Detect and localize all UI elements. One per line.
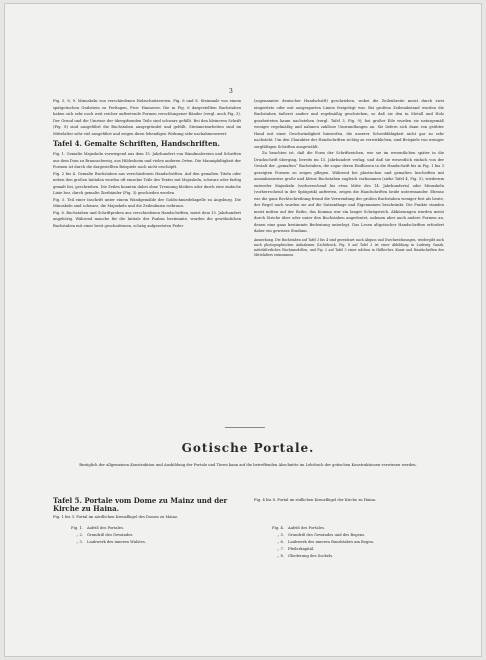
paragraph: Fig. 1. Gemalte Majuskeln vorwiegend aus dem 15. Jahrhundert von Wandmalereien und Schriften aus dem Dom zu Braunschweig, aus Hildesheim und vielen anderen Orten. Die Mannigfaltigkeit der Formen ist durch die dargestellten Beispiele noch nicht erschöpft.: [53, 152, 241, 169]
divider: [225, 427, 265, 428]
list-item: „ 5. Grundriß des Gewändes und des Bogens.: [277, 533, 366, 537]
plate5-figure-list: [53, 525, 241, 546]
paragraph: (sogenannter deutscher Handschrift) geschrieben, wobei die Zeilenbreite meist durch zwei eingeritzte oder mit ausgesparten Linien festgelegt war. Bei großem Zeilenabstand wurden die Buchstaben äußerst sauber und regelmäßig geschrieben, so daß sie den in Metall und Holz gearbeiteten kaum nachstehen (vergl. Tafel 3, Fig. 9); bei großer Eile wurden sie naturgemäß weniger regelmäßig und nahmen zahllose Umwandlungen an. Sie liefern sich dann von geübter Hand mit einer Geschwindigkeit hinwerfen, die unserer Schreibfähigkeit nicht gar zu sehr nachsteht. Um den Charakter der Handschriften richtig zu verwirklichen, sind Beispiele von weniger sorgfältigen Schriften ausgewählt.: [254, 99, 444, 149]
left-column: [53, 98, 241, 229]
plate5-intro: Fig. 1 bis 3. Portal im nördlichen Kreuzflügel des Domes zu Mainz.: [53, 515, 179, 519]
list-item: Fig. 1. Aufriß des Portales.: [71, 526, 125, 530]
section-intro: Bezüglich der allgemeinen Konstruktion und Ausbildung der Portale und Türen kann auf die betreffenden Abschnitte im Lehrbuch der gotischen Konstruktionen verwiesen werden.: [79, 463, 417, 467]
paragraph: Fig. 6. Buchstaben und Schriftproben aus verschiedenen Handschriften, meist dem 15. Jahrhundert angehörig. Während manche für die Initiale des Psalms bestimmte, wurden die gewöhnlichen Buchstaben mit einer breit geschnittenen, schräg aufgesetzten Feder: [53, 210, 241, 228]
list-item: „ 3. Laubwerk des inneren Wulstes.: [76, 540, 146, 544]
list-item: „ 7. Pfeilerkapitäl.: [277, 547, 315, 551]
plate5b-intro: Fig. 4 bis 8. Portal im südlichen Kreuzflügel der Kirche zu Haina.: [254, 498, 377, 502]
page-number: 3: [229, 88, 233, 95]
plate5-title: Tafel 5. Portale vom Dome zu Mainz und der Kirche zu Haina.: [53, 496, 228, 513]
page-sheet: [4, 3, 482, 657]
list-item: Fig. 4. Aufriß des Portales.: [272, 526, 326, 530]
paragraph: Zu beachten ist, daß die Form der Schriftzeichen, wie sie im wesentlichen später in die Druckschrift überging, bereits im 15. Jahrhundert verlag, und daß sie wesentlich einfach von der Gestalt der „gemalten“ Buchstaben, die sogar deren Einflüssen in die Handschrift bis in Fig. 1 bis 3 gezeigten Formen zu zeigen pflegen. Während bei plastischen und gemalten Inschriften mit ausnahmsweise große und kleine Buchstaben zugleich vorkommen (siehe Tafel 4, Fig. 5), wiederum entweder Majuskeln (vorherrschend bis etwa Mitte des 14. Jahrhunderts) oder Minuskeln (vorherrschend in der Spätgotik) auftreten, zeigen die Handschriften beide untereinander. Ebenso wie die ganz Rechtschreibung fremd die Verwendung der großen Buchstaben weniger fest als heute, der Regel nach wurden sie auf die Satzanfänge und Eigennamen beschränkt. Die Punkte standen meist mitten auf der Reihe, das Komma war ein langer Schrägstrich. Abkürzungen wurden meist durch Striche über oder unter den Buchstaben angedeutet, nahmen aber auch andere Formen an, denen eine ganz bestimmte Bedeutung unterlegt. Das Lesen altgotischer Handschriften erfordert daher ein gewisses Studium.: [254, 151, 444, 233]
paragraph: Fig. 5, 8, 9. Minuskeln von verschiedenen Holzschnitzereien. Fig. 6 und 8. Steinmale von einem spätgotischen Grabstein zu Ferlingen, Prov. Hannover. Die in Fig. 6 dargestellten Buchstaben haben sich sehr noch weit reicher auftretende Formen verschlungener Bänder (vergl. auch Fig. 3). Der Grund und die Umrisse der übergifsenden Teile sind schwarz gefüllt. Bei den kleineren Schrift (Fig. 8) sind ausgeführt die Buchstaben ausgegründet und gefüllt. Steinmetzarbeiten sind im Mittelalter sehr viel ausgeführt und zeigen ihren lebendigen Wirkung sehr nachahmenswert.: [53, 99, 241, 136]
section-heading-tafel-4: Tafel 4. Gemalte Schriften, Handschriften.: [53, 139, 220, 148]
paragraph: Fig. 2 bis 4. Gemalte Buchstaben aus verschiedenen Handschriften. Auf den gemalten Titeln oder neben den großen Initialen wurden oft einzelne Teile des Textes mit Majuskeln, schwarz oder farbig gemalt bei, geschrieben. Die Zeilen konnten dabei ohne Trennung bleiben oder durch eine einfache Linie bez. durch gemalte Zierbänder (Fig. 3) geschieden werden.: [53, 171, 241, 195]
list-item: „ 8. Gliederung des Sockels.: [277, 554, 334, 558]
paragraph: Fig. 5. Teil einer Inschrift unter einem Wandgemälde der Goldschmiedekapelle zu Augsburg. Die Minuskeln sind schwarz, die Majuskeln und die Zeilenlinien rotbraun.: [53, 197, 241, 208]
right-column: [254, 98, 444, 258]
list-item: „ 6. Laubwerk des inneren Rundstabes am Bogen.: [277, 540, 375, 544]
plate5-heading-block: [53, 497, 241, 521]
plate5b-heading-block: [254, 497, 444, 504]
section-title: Gotische Portale.: [181, 441, 315, 455]
plate5b-figure-list: [254, 525, 444, 560]
list-item: „ 2. Grundriß des Gewändes.: [76, 533, 134, 537]
footnote: Anmerkung. Die Buchstaben auf Tafel 3 bis 4 sind gezeichnet nach Abguss und Durchzeichnungen, wiedergibt auch nach photographischen Aufnahmen (Lichtdruck, Fig. 8 auf Tafel 3 ist einer Abbildung in Ludewig Ganzk, mittelalterliches Wachsmodellen, und Fig. 2 auf Tafel 3 einer solchen in Hülbecher, Kunst und Handschriften des Mittelalters entnommen.: [254, 237, 444, 258]
